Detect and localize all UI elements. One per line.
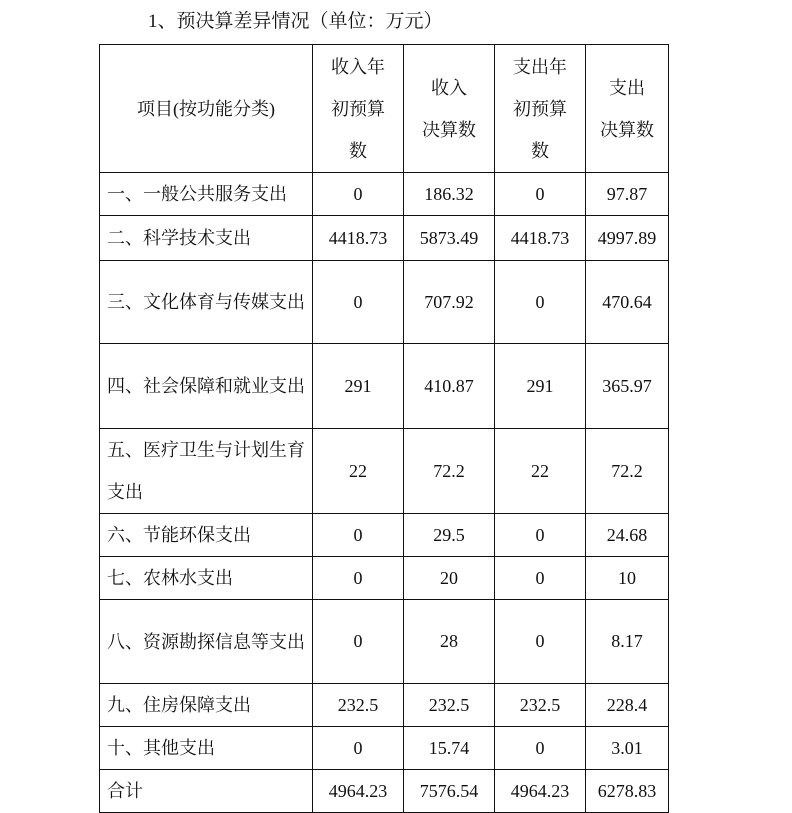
cell-income-final: 707.92	[404, 261, 495, 344]
header-line: 数	[531, 140, 549, 161]
cell-expense-budget: 22	[495, 429, 586, 514]
table-row	[100, 557, 669, 600]
cell-expense-final: 3.01	[586, 727, 669, 770]
cell-expense-final: 8.17	[586, 600, 669, 684]
budget-variance-table	[99, 44, 669, 813]
cell-expense-budget: 0	[495, 173, 586, 216]
cell-income-budget: 4418.73	[313, 216, 404, 261]
total-row	[100, 770, 669, 813]
cell-income-budget: 0	[313, 173, 404, 216]
header-line: 初预算	[513, 98, 567, 119]
cell-item: 四、社会保障和就业支出	[100, 344, 313, 429]
cell-expense-final: 97.87	[586, 173, 669, 216]
cell-expense-final: 6278.83	[586, 770, 669, 813]
cell-expense-budget: 0	[495, 600, 586, 684]
table-header-row	[100, 45, 669, 173]
cell-expense-budget: 0	[495, 261, 586, 344]
cell-income-final: 72.2	[404, 429, 495, 514]
cell-income-final: 232.5	[404, 684, 495, 727]
cell-expense-final: 10	[586, 557, 669, 600]
cell-item: 三、文化体育与传媒支出	[100, 261, 313, 344]
cell-item: 二、科学技术支出	[100, 216, 313, 261]
cell-income-final: 20	[404, 557, 495, 600]
cell-item: 八、资源勘探信息等支出	[100, 600, 313, 684]
table-row	[100, 514, 669, 557]
cell-income-budget: 0	[313, 514, 404, 557]
cell-expense-budget: 0	[495, 514, 586, 557]
cell-item: 九、住房保障支出	[100, 684, 313, 727]
cell-expense-budget: 4964.23	[495, 770, 586, 813]
cell-expense-final: 72.2	[586, 429, 669, 514]
cell-income-budget: 4964.23	[313, 770, 404, 813]
cell-expense-final: 228.4	[586, 684, 669, 727]
cell-item: 五、医疗卫生与计划生育支出	[100, 429, 313, 514]
cell-income-final: 5873.49	[404, 216, 495, 261]
cell-income-budget: 0	[313, 600, 404, 684]
cell-income-budget: 232.5	[313, 684, 404, 727]
table-row	[100, 344, 669, 429]
header-expense-budget	[495, 45, 586, 173]
table-row	[100, 684, 669, 727]
cell-expense-budget: 232.5	[495, 684, 586, 727]
cell-item: 十、其他支出	[100, 727, 313, 770]
cell-expense-budget: 0	[495, 557, 586, 600]
header-line: 收入	[431, 77, 467, 98]
cell-item: 合计	[100, 770, 313, 813]
header-income-budget	[313, 45, 404, 173]
section-title: 1、预决算差异情况（单位：万元）	[148, 11, 443, 32]
header-item: 项目(按功能分类)	[100, 45, 313, 173]
header-line: 决算数	[600, 119, 654, 140]
table-row	[100, 261, 669, 344]
cell-expense-final: 470.64	[586, 261, 669, 344]
cell-expense-final: 24.68	[586, 514, 669, 557]
cell-income-budget: 22	[313, 429, 404, 514]
header-expense-final	[586, 45, 669, 173]
cell-income-budget: 0	[313, 727, 404, 770]
cell-expense-budget: 291	[495, 344, 586, 429]
cell-income-budget: 291	[313, 344, 404, 429]
header-line: 决算数	[422, 119, 476, 140]
cell-income-final: 7576.54	[404, 770, 495, 813]
cell-income-final: 410.87	[404, 344, 495, 429]
header-line: 初预算	[331, 98, 385, 119]
cell-income-budget: 0	[313, 261, 404, 344]
table-row	[100, 216, 669, 261]
table-row	[100, 727, 669, 770]
cell-income-budget: 0	[313, 557, 404, 600]
cell-expense-final: 365.97	[586, 344, 669, 429]
cell-income-final: 29.5	[404, 514, 495, 557]
header-income-final	[404, 45, 495, 173]
cell-income-final: 186.32	[404, 173, 495, 216]
table-row	[100, 429, 669, 514]
header-line: 数	[349, 140, 367, 161]
cell-item: 七、农林水支出	[100, 557, 313, 600]
cell-item: 一、一般公共服务支出	[100, 173, 313, 216]
cell-item: 六、节能环保支出	[100, 514, 313, 557]
cell-expense-budget: 4418.73	[495, 216, 586, 261]
table-row	[100, 600, 669, 684]
cell-expense-final: 4997.89	[586, 216, 669, 261]
cell-expense-budget: 0	[495, 727, 586, 770]
cell-income-final: 15.74	[404, 727, 495, 770]
header-line: 支出	[609, 77, 645, 98]
header-line: 支出年	[513, 56, 567, 77]
header-line: 收入年	[331, 56, 385, 77]
table-row	[100, 173, 669, 216]
cell-income-final: 28	[404, 600, 495, 684]
